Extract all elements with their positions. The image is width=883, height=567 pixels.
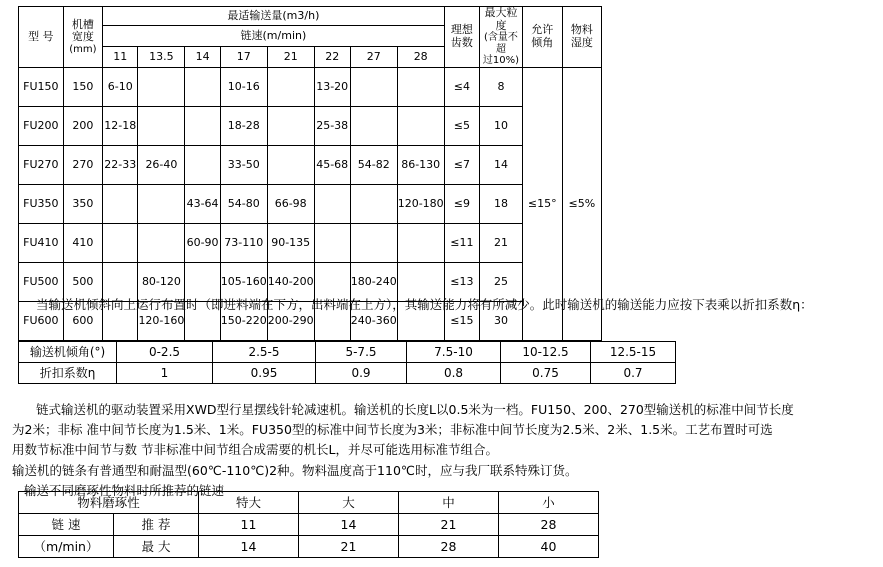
speed-header-abrasiveness: 物料磨琢性 bbox=[19, 492, 199, 514]
incline-angle-5: 12.5-15 bbox=[591, 342, 676, 363]
paragraph-drive-line3: 用数节标准中间节与数 节非标准中间节组合成需要的机长L，并尽可能选用标准节组合。 bbox=[12, 442, 498, 457]
speed-sub-label-maximum: 最 大 bbox=[114, 536, 199, 558]
header-max-grain-line3: 过10%) bbox=[482, 55, 520, 67]
header-speed-13-5: 13.5 bbox=[138, 47, 185, 68]
cell-teeth: ≤15 bbox=[444, 302, 479, 341]
cell-grain: 18 bbox=[480, 185, 523, 224]
header-trough-width-unit: (mm) bbox=[69, 43, 97, 55]
incline-row-label: 输送机倾角(°) bbox=[19, 342, 117, 363]
header-ideal-teeth-line2: 齿数 bbox=[450, 36, 473, 49]
paragraph-drive-line1: 链式输送机的驱动装置采用XWD型行星摆线针轮减速机。输送机的长度L以0.5米为一档。FU150、200、270型输送机的标准中间节长度 bbox=[36, 402, 794, 417]
cell-grain: 21 bbox=[480, 224, 523, 263]
table-row bbox=[19, 342, 676, 363]
cell-v-17: 18-28 bbox=[220, 107, 267, 146]
table-row bbox=[19, 185, 602, 224]
speed-row-label-line1: 链 速 bbox=[19, 514, 114, 536]
header-trough-width bbox=[63, 7, 102, 68]
speed-grade-3: 小 bbox=[499, 492, 599, 514]
incline-angle-4: 10-12.5 bbox=[501, 342, 591, 363]
cell-model: FU270 bbox=[19, 146, 64, 185]
factor-value-5: 0.7 bbox=[591, 363, 676, 384]
speed-grade-2: 中 bbox=[399, 492, 499, 514]
cell-width: 350 bbox=[63, 185, 102, 224]
incline-angle-3: 7.5-10 bbox=[407, 342, 501, 363]
cell-width: 150 bbox=[63, 68, 102, 107]
cell-v-27: 180-240 bbox=[350, 263, 397, 302]
header-allow-incline bbox=[522, 7, 562, 68]
header-speed-21: 21 bbox=[267, 47, 314, 68]
header-chain-speed: 链速(m/min) bbox=[103, 26, 445, 47]
cell-v-27 bbox=[350, 107, 397, 146]
incline-angle-2: 5-7.5 bbox=[316, 342, 407, 363]
cell-v-22: 25-38 bbox=[314, 107, 350, 146]
speed-maximum-2: 28 bbox=[399, 536, 499, 558]
header-speed-28: 28 bbox=[397, 47, 444, 68]
cell-model: FU600 bbox=[19, 302, 64, 341]
table-row bbox=[19, 363, 676, 384]
factor-value-4: 0.75 bbox=[501, 363, 591, 384]
cell-v-28 bbox=[397, 107, 444, 146]
cell-v-13-5: 26-40 bbox=[138, 146, 185, 185]
speed-recommended-2: 21 bbox=[399, 514, 499, 536]
cell-teeth: ≤7 bbox=[444, 146, 479, 185]
chain-speed-table-container bbox=[18, 491, 599, 558]
cell-grain: 30 bbox=[480, 302, 523, 341]
header-speed-14: 14 bbox=[185, 47, 220, 68]
cell-v-21 bbox=[267, 68, 314, 107]
speed-maximum-1: 21 bbox=[299, 536, 399, 558]
cell-v-21: 140-200 bbox=[267, 263, 314, 302]
speed-recommended-3: 28 bbox=[499, 514, 599, 536]
cell-width: 200 bbox=[63, 107, 102, 146]
cell-v-14: 60-90 bbox=[185, 224, 220, 263]
header-trough-width-line1: 机槽 bbox=[71, 17, 94, 31]
table-row bbox=[19, 536, 599, 558]
cell-v-11: 12-18 bbox=[103, 107, 138, 146]
cell-humidity-value: ≤5% bbox=[562, 68, 601, 341]
speed-recommended-0: 11 bbox=[199, 514, 299, 536]
table-row bbox=[19, 514, 599, 536]
cell-v-13-5 bbox=[138, 107, 185, 146]
spec-table-container bbox=[18, 6, 602, 341]
incline-angle-0: 0-2.5 bbox=[117, 342, 213, 363]
incline-factor-table-container bbox=[18, 341, 676, 384]
spec-table bbox=[18, 6, 602, 341]
cell-v-22: 45-68 bbox=[314, 146, 350, 185]
speed-row-label-line2: （m/min） bbox=[19, 536, 114, 558]
speed-recommended-1: 14 bbox=[299, 514, 399, 536]
header-max-grain-line2: (含量不超 bbox=[484, 32, 518, 55]
header-ideal-teeth bbox=[444, 7, 479, 68]
cell-v-11 bbox=[103, 224, 138, 263]
cell-width: 270 bbox=[63, 146, 102, 185]
table-row bbox=[19, 107, 602, 146]
header-max-grain-line1: 最大粒度 bbox=[484, 6, 518, 32]
cell-v-11: 22-33 bbox=[103, 146, 138, 185]
speed-grade-0: 特大 bbox=[199, 492, 299, 514]
cell-v-13-5 bbox=[138, 68, 185, 107]
cell-v-11: 6-10 bbox=[103, 68, 138, 107]
cell-v-13-5 bbox=[138, 185, 185, 224]
cell-v-21: 200-290 bbox=[267, 302, 314, 341]
cell-v-13-5: 80-120 bbox=[138, 263, 185, 302]
paragraph-incline-note: 当输送机倾斜向上运行布置时（即进料端在下方，出料端在上方），其输送能力将有所减少。此时输送机的输送能力应按下表乘以折扣系数η： bbox=[36, 297, 813, 312]
speed-sub-label-recommended: 推 荐 bbox=[114, 514, 199, 536]
cell-width: 500 bbox=[63, 263, 102, 302]
speed-grade-1: 大 bbox=[299, 492, 399, 514]
cell-grain: 25 bbox=[480, 263, 523, 302]
factor-value-1: 0.95 bbox=[213, 363, 316, 384]
cell-v-28 bbox=[397, 68, 444, 107]
cell-v-14 bbox=[185, 107, 220, 146]
table-row bbox=[19, 146, 602, 185]
cell-model: FU350 bbox=[19, 185, 64, 224]
cell-v-17: 33-50 bbox=[220, 146, 267, 185]
cell-teeth: ≤4 bbox=[444, 68, 479, 107]
cell-teeth: ≤5 bbox=[444, 107, 479, 146]
header-material-humidity bbox=[562, 7, 601, 68]
header-material-humidity-line1: 物料 bbox=[570, 23, 593, 37]
cell-width: 600 bbox=[63, 302, 102, 341]
cell-v-28: 120-180 bbox=[397, 185, 444, 224]
cell-v-27 bbox=[350, 68, 397, 107]
chain-speed-table bbox=[18, 491, 599, 558]
cell-v-14 bbox=[185, 146, 220, 185]
table-row bbox=[19, 492, 599, 514]
factor-value-3: 0.8 bbox=[407, 363, 501, 384]
cell-teeth: ≤11 bbox=[444, 224, 479, 263]
cell-v-28: 86-130 bbox=[397, 146, 444, 185]
incline-factor-table bbox=[18, 341, 676, 384]
cell-v-14: 43-64 bbox=[185, 185, 220, 224]
factor-value-2: 0.9 bbox=[316, 363, 407, 384]
header-allow-incline-line1: 允许 bbox=[531, 23, 554, 37]
cell-v-17: 73-110 bbox=[220, 224, 267, 263]
cell-v-13-5: 120-160 bbox=[138, 302, 185, 341]
speed-maximum-0: 14 bbox=[199, 536, 299, 558]
header-speed-27: 27 bbox=[350, 47, 397, 68]
incline-angle-1: 2.5-5 bbox=[213, 342, 316, 363]
cell-v-22 bbox=[314, 185, 350, 224]
cell-v-21 bbox=[267, 146, 314, 185]
cell-model: FU200 bbox=[19, 107, 64, 146]
table-row bbox=[19, 224, 602, 263]
cell-grain: 14 bbox=[480, 146, 523, 185]
header-max-grain bbox=[480, 7, 523, 68]
header-speed-11: 11 bbox=[103, 47, 138, 68]
paragraph-speed-intro: 输送不同磨琢性物料时所推荐的链速 bbox=[24, 483, 225, 498]
cell-model: FU150 bbox=[19, 68, 64, 107]
header-speed-22: 22 bbox=[314, 47, 350, 68]
cell-v-17: 10-16 bbox=[220, 68, 267, 107]
header-allow-incline-line2: 倾角 bbox=[531, 36, 554, 49]
cell-v-14 bbox=[185, 68, 220, 107]
cell-v-21: 90-135 bbox=[267, 224, 314, 263]
paragraph-drive-line2: 为2米；非标 准中间节长度为1.5米、1米。FU350型的标准中间节长度为3米；非标准中间节长度为2.5米、2米、1.5米。工艺布置时可选 bbox=[12, 422, 773, 437]
cell-v-27 bbox=[350, 185, 397, 224]
header-model: 型 号 bbox=[19, 7, 64, 68]
cell-v-21: 66-98 bbox=[267, 185, 314, 224]
cell-v-11 bbox=[103, 185, 138, 224]
cell-teeth: ≤9 bbox=[444, 185, 479, 224]
cell-v-22 bbox=[314, 224, 350, 263]
cell-v-27: 240-360 bbox=[350, 302, 397, 341]
spec-header-row-1 bbox=[19, 7, 602, 26]
cell-grain: 8 bbox=[480, 68, 523, 107]
cell-allow-incline-value: ≤15° bbox=[522, 68, 562, 341]
cell-v-22: 13-20 bbox=[314, 68, 350, 107]
cell-model: FU500 bbox=[19, 263, 64, 302]
cell-teeth: ≤13 bbox=[444, 263, 479, 302]
cell-v-13-5 bbox=[138, 224, 185, 263]
header-ideal-teeth-line1: 理想 bbox=[450, 23, 473, 37]
cell-width: 410 bbox=[63, 224, 102, 263]
header-capacity: 最适输送量(m3/h) bbox=[103, 7, 445, 26]
table-row bbox=[19, 68, 602, 107]
cell-v-27: 54-82 bbox=[350, 146, 397, 185]
header-speed-17: 17 bbox=[220, 47, 267, 68]
header-trough-width-line2: 宽度 bbox=[71, 30, 94, 44]
cell-v-17: 105-160 bbox=[220, 263, 267, 302]
factor-row-label: 折扣系数η bbox=[19, 363, 117, 384]
header-material-humidity-line2: 湿度 bbox=[570, 36, 593, 49]
factor-value-0: 1 bbox=[117, 363, 213, 384]
cell-v-17: 150-220 bbox=[220, 302, 267, 341]
cell-v-17: 54-80 bbox=[220, 185, 267, 224]
cell-v-21 bbox=[267, 107, 314, 146]
cell-v-27 bbox=[350, 224, 397, 263]
cell-model: FU410 bbox=[19, 224, 64, 263]
speed-maximum-3: 40 bbox=[499, 536, 599, 558]
cell-grain: 10 bbox=[480, 107, 523, 146]
cell-v-28 bbox=[397, 224, 444, 263]
paragraph-chain-temperature: 输送机的链条有普通型和耐温型(60℃-110℃)2种。物料温度高于110℃时，应与我厂联系特殊订货。 bbox=[12, 463, 578, 478]
